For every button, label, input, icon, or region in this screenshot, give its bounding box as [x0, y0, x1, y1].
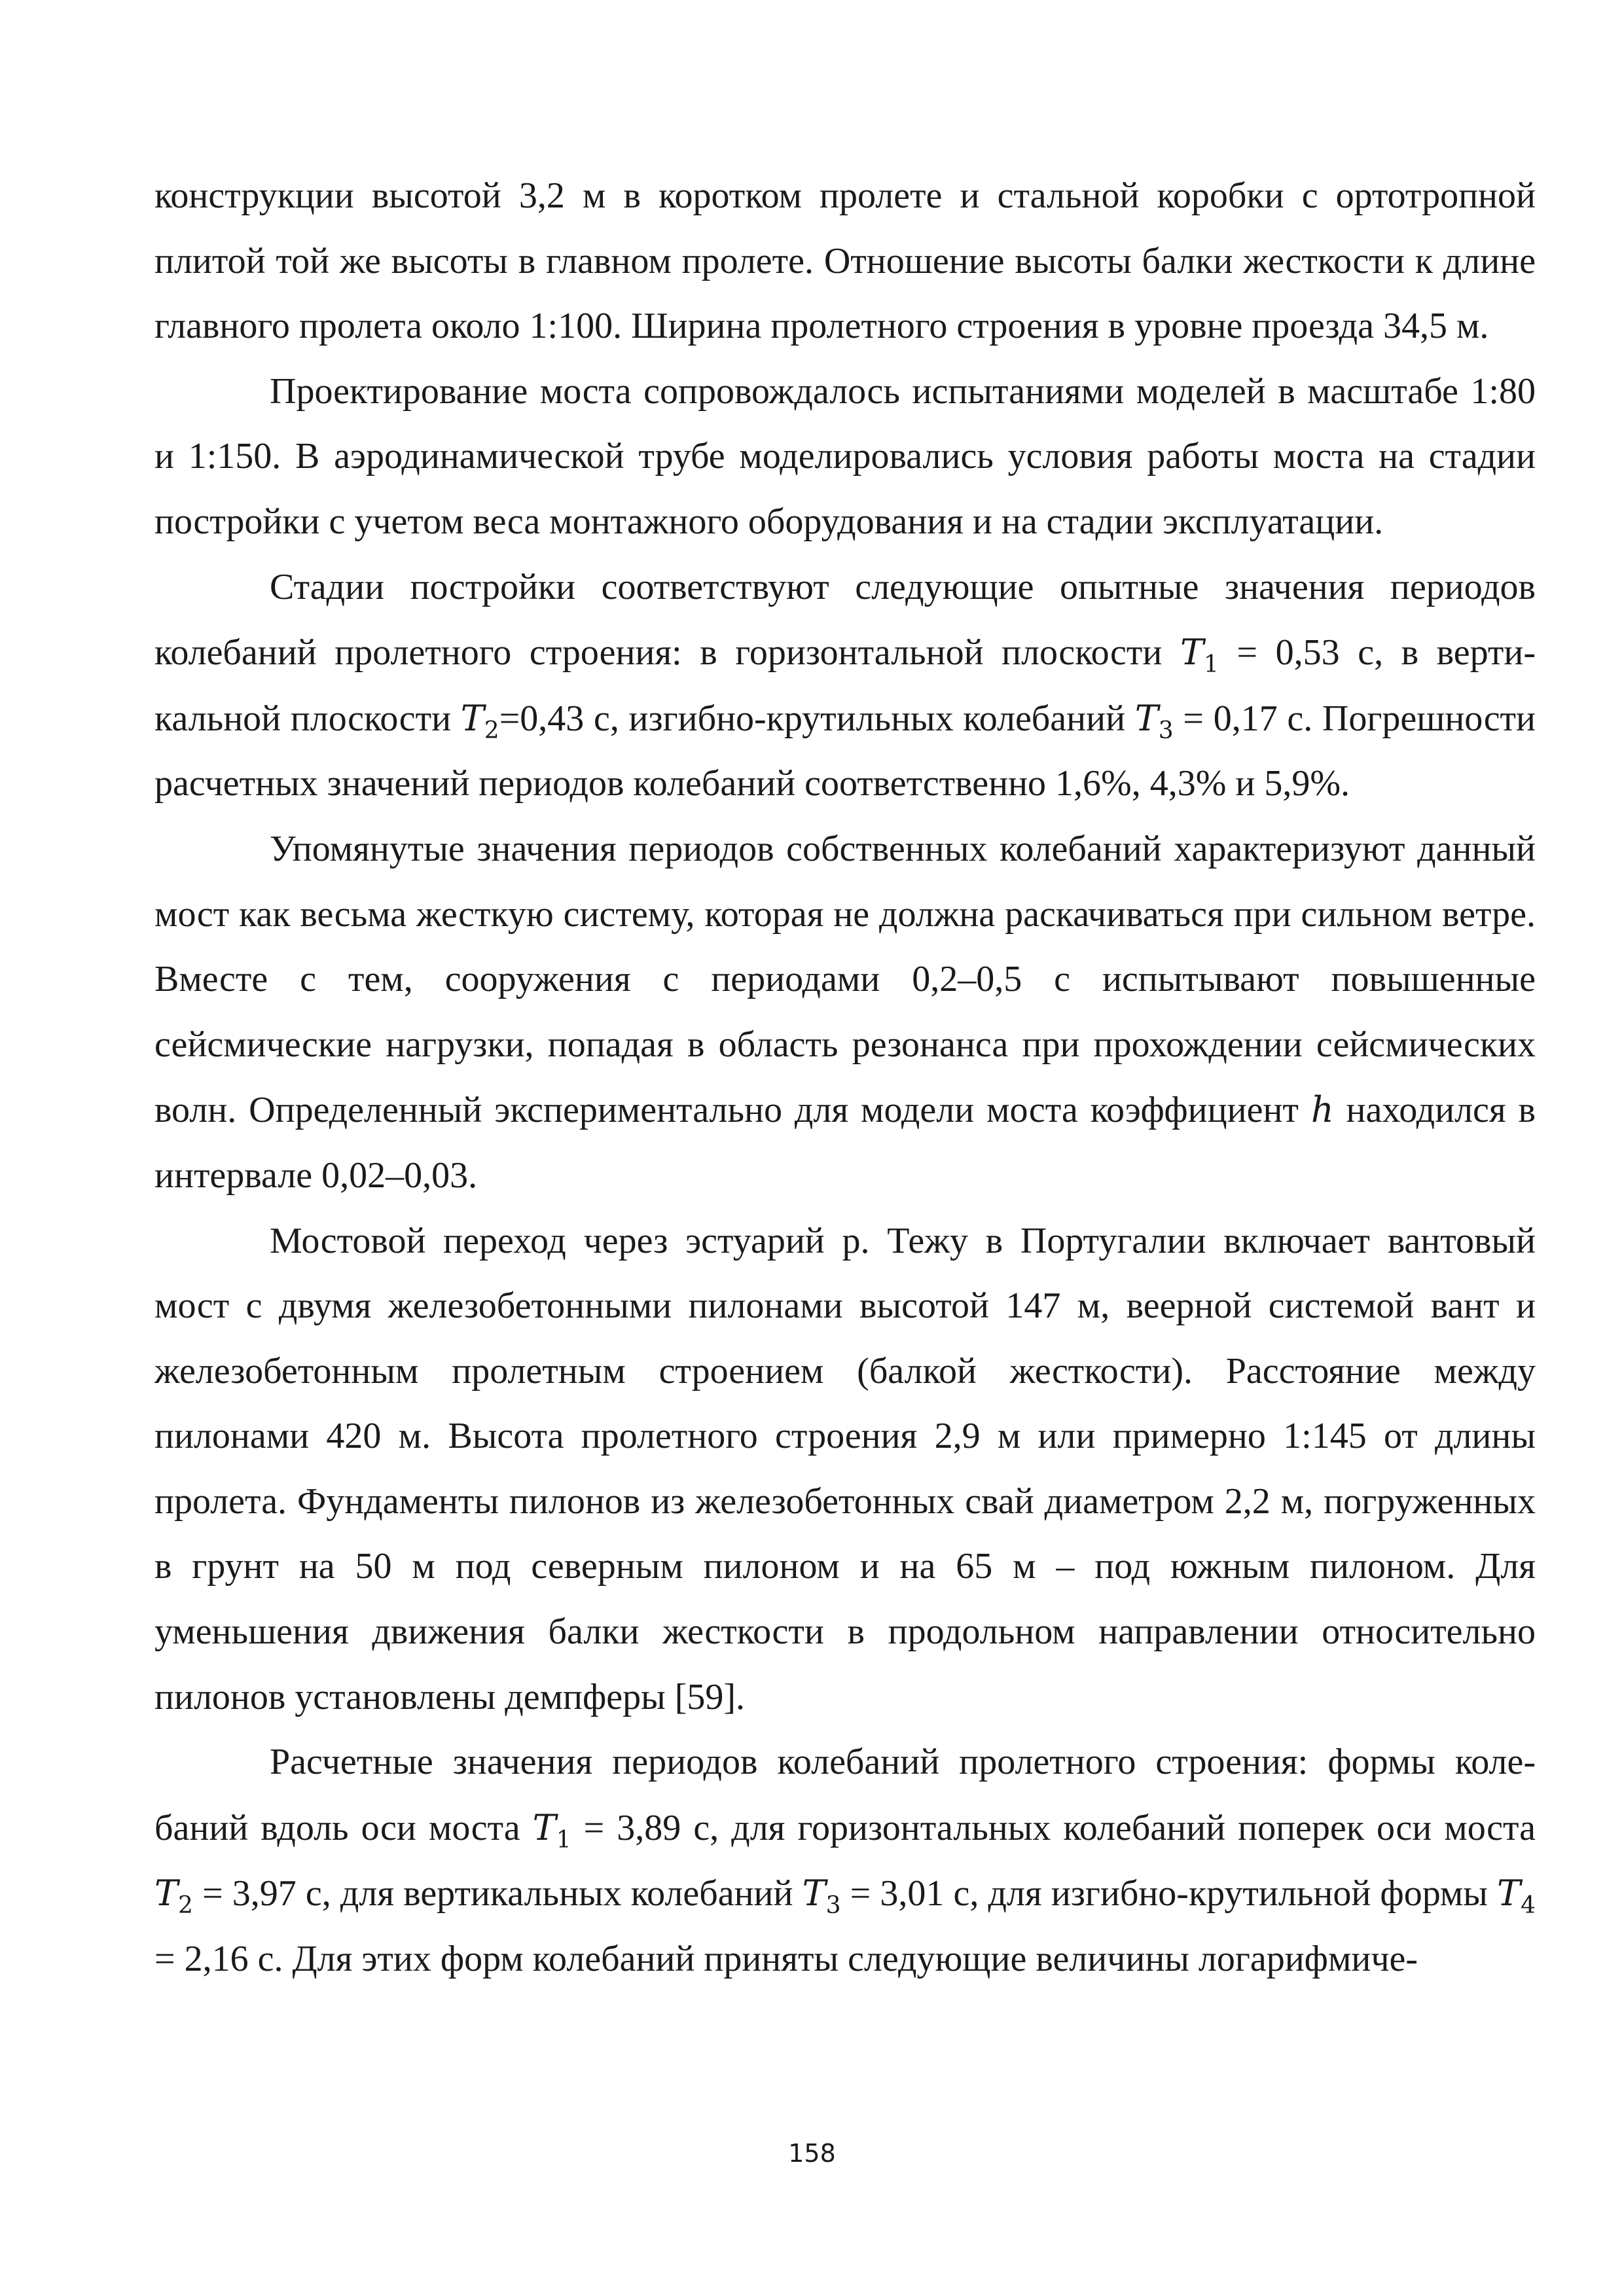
math-variable — [1180, 632, 1219, 678]
math-variable — [532, 1806, 571, 1854]
text-run: конструкции высотой 3,2 м в коротком пролете и стальной коробки с ортотропной плитой той же высоты в главном пролете. Отношение высоты балки жесткости к длине главного пролета около 1:100. Ширина пролетного строения в уровне проезда 34,5 м. — [154, 175, 1536, 347]
text-run: Стадии постройки соответствуют следующие опытные значения периодов колебаний пролетного строения: в горизонтальной плоскости — [154, 566, 1536, 673]
text-run: = 3,97 с, для вертикальных колебаний — [192, 1873, 803, 1914]
text-run: = 0,17 с. Погрешности расчетных значений периодов колебаний соответственно 1,6%, 4,3% и 5,9%. — [154, 698, 1536, 804]
text-run: =0,43 с, изгибно-крутильных колебаний — [499, 698, 1135, 739]
paragraph — [154, 1730, 1536, 1992]
math-variable — [1311, 1089, 1334, 1130]
text-run: = 0,53 с, в вертикальной плоскости — [154, 632, 1536, 739]
paragraph — [154, 1209, 1536, 1731]
paragraph — [154, 817, 1536, 1209]
text-run: = 3,89 с, для горизонтальных колебаний поперек оси моста — [571, 1807, 1536, 1848]
math-variable — [1497, 1873, 1536, 1920]
paragraph — [154, 164, 1536, 359]
text-run: находился в интервале 0,02–0,03. — [154, 1090, 1536, 1196]
paragraph — [154, 359, 1536, 555]
text-run: = 2,16 с. Для этих форм колебаний приняты следующие величины логарифмиче- — [154, 1939, 1418, 1980]
math-symbol: T — [802, 1873, 826, 1914]
math-symbol: T — [1180, 632, 1204, 673]
math-subscript: 3 — [1158, 717, 1174, 744]
math-subscript: 3 — [825, 1892, 841, 1920]
math-subscript: 2 — [178, 1892, 193, 1920]
math-subscript: 2 — [484, 717, 499, 744]
math-subscript: 1 — [1203, 651, 1219, 678]
math-symbol: T — [1497, 1873, 1521, 1914]
body-text — [154, 164, 1536, 1992]
text-run: Упомянутые значения периодов собственных колебаний характеризуют данный мост как весьма жесткую систему, которая не должна раскачиваться при сильном ветре. Вместе с тем, сооружения с периодами 0,2–0,5 с испытывают повышенные сейсмические нагрузки, попадая в область резонанса при прохождении сейсмических волн. Определенный экспериментально для модели моста коэффициент — [154, 828, 1536, 1131]
math-variable — [460, 697, 499, 744]
math-symbol: T — [154, 1873, 179, 1914]
math-variable — [1134, 697, 1174, 744]
math-symbol: T — [532, 1806, 556, 1848]
math-variable — [802, 1873, 841, 1920]
math-subscript: 4 — [1521, 1892, 1536, 1920]
math-symbol: h — [1310, 1089, 1334, 1131]
text-run: Расчетные значения периодов колебаний пролетного строения: формы колебаний вдоль оси моста — [154, 1742, 1536, 1848]
math-symbol: T — [1134, 697, 1159, 739]
math-variable — [154, 1873, 193, 1920]
text-run: Проектирование моста сопровождалось испытаниями моделей в масштабе 1:80 и 1:150. В аэродинамической трубе моделировались условия работы моста на стадии постройки с учетом веса монтажного оборудования и на стадии эксплуатации. — [154, 370, 1536, 542]
page-number: 158 — [788, 2139, 836, 2168]
text-run: = 3,01 с, для изгибно-крутильной формы — [840, 1873, 1498, 1914]
paragraph — [154, 555, 1536, 817]
math-subscript: 1 — [556, 1826, 571, 1854]
math-symbol: T — [460, 697, 484, 739]
text-run: Мостовой переход через эстуарий р. Тежу в Португалии включает вантовый мост с двумя железобетонными пилонами высотой 147 м, веерной системой вант и железобетонным пролетным строением (балкой жесткости). Расстояние между пилонами 420 м. Высота пролетного строения 2,9 м или примерно 1:145 от длины пролета. Фундаменты пилонов из железобетонных свай диаметром 2,2 м, погруженных в грунт на 50 м под северным пилоном и на 65 м – под южным пилоном. Для уменьшения движения балки жесткости в продольном направлении относительно пилонов установлены демпферы [59]. — [154, 1220, 1536, 1717]
